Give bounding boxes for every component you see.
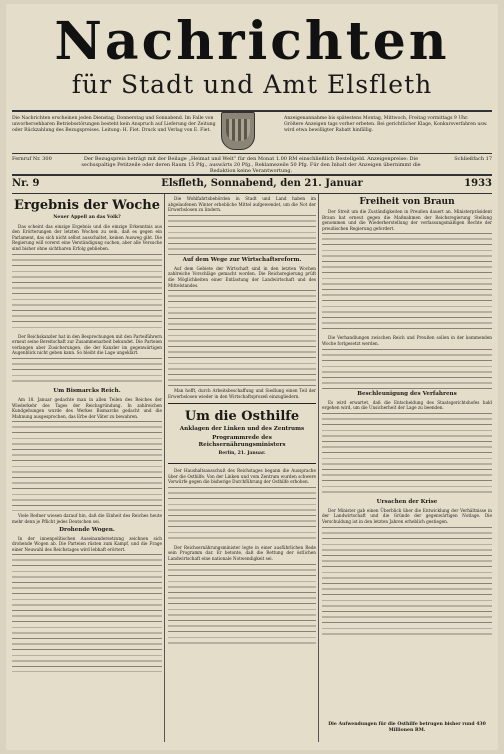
article-subheading: Ursachen der Krise <box>376 498 438 505</box>
pricing-info: Der Bezugspreis beträgt mit der Beilage „Heimat und Welt“ für den Monat 1.00 RM einschließlich Bestellgeld. Anzeigenpreise: Die sechsspaltige Petitzeile oder deren Raum 15 Pfg., auswärts 20 Pfg., Reklamezeile 50 Pfg. Für den Inhalt der Anzeigen übernimmt die Redaktion keine Verantwortung. <box>81 156 421 174</box>
column-divider <box>318 194 319 742</box>
article-subheading: Um Bismarcks Reich. <box>53 387 121 394</box>
text-block <box>322 413 492 497</box>
closing-note: Die Aufwendungen für die Osthilfe betrugen bisher rund 430 Millionen RM. <box>328 722 486 733</box>
newspaper-page <box>6 4 498 750</box>
headline: Um die Osthilfe <box>184 409 300 425</box>
article-heading: Ergebnis der Woche <box>13 198 161 213</box>
issue-date: Elsfleth, Sonnabend, den 21. Januar <box>161 178 363 189</box>
text-block <box>168 487 316 543</box>
column-3 <box>322 196 492 639</box>
article-paragraph: Am 18. Januar gedachte man in allen Teilen des Reiches der Wiederkehr des Tages der Reichsgründung. In zahlreichen Kundgebungen wurde des Werkes Bismarcks gedacht und die Mahnung ausgesprochen, das Erbe der Väter zu bewahren. <box>12 396 162 419</box>
phone-number: Fernruf Nr. 300 <box>12 156 52 162</box>
coat-of-arms-icon <box>221 112 255 150</box>
article-paragraph: In der innenpolitischen Auseinandersetzung zeichnen sich drohende Wogen ab. Die Parteien rüsten zum Kampf, und die Frage einer Neuwahl des Reichstages wird lebhaft erörtert. <box>12 535 162 552</box>
dateline <box>12 178 492 192</box>
article-lead: Neuer Appell an das Volk? <box>53 215 121 220</box>
article-paragraph: Der Reichsernährungsminister legte in einer ausführlichen Rede sein Programm dar. Er betonte, daß die Rettung der östlichen Landwirtschaft eine nationale Notwendigkeit sei. <box>168 544 316 561</box>
text-block <box>322 349 492 389</box>
article-heading: Freiheit von Braun <box>359 197 455 207</box>
dateline-top-rule <box>12 174 492 176</box>
article-subheading: Drohende Wogen. <box>59 526 115 533</box>
text-block <box>12 421 162 511</box>
article-paragraph: Der Streit um die Zuständigkeiten in Preußen dauert an. Ministerpräsident Braun hat erneut gegen die Maßnahmen der Reichsregierung Stellung genommen und die Wiederherstellung der verfassungsmäßigen Rechte der preußischen Regierung gefordert. <box>322 209 492 231</box>
masthead-subtitle: für Stadt und Amt Elsfleth <box>71 70 433 99</box>
text-block <box>168 215 316 255</box>
headline-subtitle: Anklagen der Linken und des Zentrums <box>179 426 305 433</box>
dateline-bottom-rule <box>12 193 492 194</box>
info-rule <box>12 153 492 154</box>
text-block <box>12 254 162 332</box>
issue-year: 1933 <box>464 178 492 189</box>
publication-info-right: Anzeigenannahme bis spätestens Montag, Mittwoch, Freitag vormittags 9 Uhr. Größere Anzeigen tags vorher erbeten. Bei gerichtlicher Klage, Konkursverfahren usw. wird etwa bewilligter Rabatt hinfällig. <box>284 116 488 134</box>
column-1 <box>12 196 162 674</box>
headline-place: Berlin, 21. Januar. <box>218 451 266 457</box>
article-subheading: Beschleunigung des Verfahrens <box>357 390 457 397</box>
article-paragraph: Die Verhandlungen zwischen Reich und Preußen sollen in der kommenden Woche fortgesetzt werden. <box>322 335 492 346</box>
headline-subtitle: Programmrede des Reichsernährungsministers <box>198 435 286 449</box>
column-divider <box>164 194 165 742</box>
article-paragraph: Man hofft, durch Arbeitsbeschaffung und Siedlung einen Teil der Erwerbslosen wieder in den Wirtschaftsprozeß einzugliedern. <box>168 388 316 399</box>
text-block <box>12 554 162 672</box>
text-block <box>322 527 492 637</box>
article-paragraph: Viele Redner wiesen darauf hin, daß die Einheit des Reiches heute mehr denn je Pflicht jedes Deutschen sei. <box>12 513 162 524</box>
text-block <box>322 233 492 333</box>
article-paragraph: Auf dem Gebiete der Wirtschaft sind in den letzten Wochen zahlreiche Vorschläge gemacht worden. Die Reichsregierung prüft die Möglichkeiten einer Entlastung der Landwirtschaft und des Mittelstandes. <box>168 265 316 288</box>
article-paragraph: Der Minister gab einen Überblick über die Entwicklung der Verhältnisse in der Landwirtschaft und die Gründe der gegenwärtigen Notlage. Die Verschuldung ist in den letzten Jahren erheblich gestiegen. <box>322 507 492 524</box>
text-block <box>12 358 162 386</box>
column-2 <box>168 196 316 648</box>
mailbox-number: Schließfach 17 <box>454 156 492 162</box>
article-paragraph: Das scheint das einzige Ergebnis und die einzige Erkenntnis aus den Erörterungen der letzten Wochen zu sein, daß es gegen ein Parlament, das sich nicht selbst ausschaltet, keinen Ausweg gibt. Die Regierung will vorerst eine Verständigung suchen, aber alle Versuche sind bisher ohne sichtbaren Erfolg geblieben. <box>12 223 162 251</box>
masthead-title: Nachrichten <box>54 11 450 72</box>
article-paragraph: Es wird erwartet, daß die Entscheidung des Staatsgerichtshofes bald ergehen wird, um die Unsicherheit der Lage zu beenden. <box>322 399 492 411</box>
publication-info-left: Die Nachrichten erscheinen jeden Dienstag, Donnerstag und Sonnabend. Im Falle von unvorhersehbaren Betriebsstörungen besteht kein Anspruch auf Lieferung der Zeitung oder Rückzahlung des Bezugspreises. Leitung: H. Fiet. Druck und Verlag von E. Fiet. <box>12 116 216 134</box>
article-paragraph: Die Wohlfahrtsbehörden in Stadt und Land haben im abgelaufenen Winter erhebliche Mittel aufgewendet, um die Not der Erwerbslosen zu lindern. <box>168 196 316 213</box>
text-block <box>168 290 316 386</box>
headline-box <box>168 403 316 464</box>
article-paragraph: Der Reichskanzler hat in den Besprechungen mit den Parteiführern erneut seine Bereitschaft zur Zusammenarbeit bekundet. Die Parteien verlangen aber Zusicherungen, die der Kanzler im gegenwärtigen Augenblick nicht geben kann. So bleibt die Lage ungeklärt. <box>12 333 162 356</box>
text-block <box>168 564 316 646</box>
article-paragraph: Der Haushaltsausschuß des Reichstages begann die Aussprache über die Osthilfe. Von der Linken und vom Zentrum wurden schwere Vorwürfe gegen die bisherige Durchführung der Osthilfe erhoben. <box>168 467 316 485</box>
issue-number: Nr. 9 <box>12 178 40 189</box>
article-subheading: Auf dem Wege zur Wirtschaftsreform. <box>182 256 302 263</box>
